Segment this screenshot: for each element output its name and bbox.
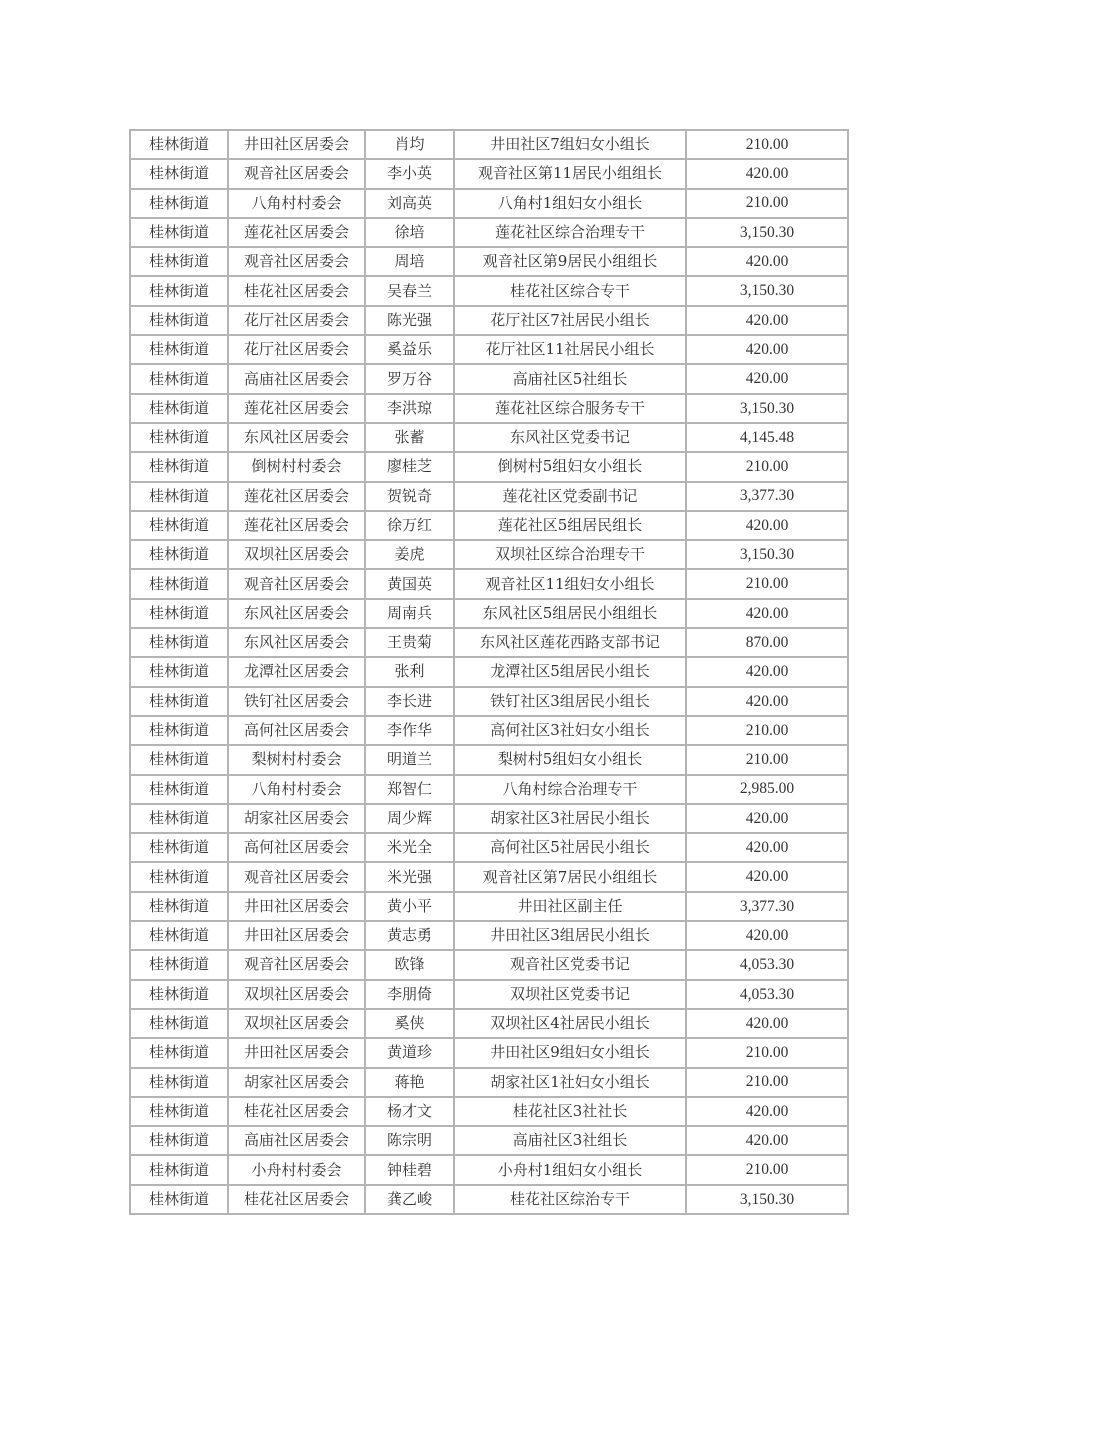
amount-cell: 420.00 — [686, 804, 848, 833]
amount-cell: 3,150.30 — [686, 1185, 848, 1214]
street-cell: 桂林街道 — [130, 833, 228, 862]
name-cell: 姜虎 — [365, 540, 454, 569]
position-cell: 高庙社区3社组长 — [454, 1126, 686, 1155]
street-cell: 桂林街道 — [130, 335, 228, 364]
name-cell: 徐万红 — [365, 511, 454, 540]
position-cell: 观音社区党委书记 — [454, 950, 686, 979]
name-cell: 陈光强 — [365, 306, 454, 335]
committee-cell: 小舟村村委会 — [228, 1155, 365, 1184]
committee-cell: 龙潭社区居委会 — [228, 657, 365, 686]
amount-cell: 3,377.30 — [686, 482, 848, 511]
position-cell: 东风社区5组居民小组组长 — [454, 599, 686, 628]
street-cell: 桂林街道 — [130, 921, 228, 950]
committee-cell: 高庙社区居委会 — [228, 364, 365, 393]
street-cell: 桂林街道 — [130, 1155, 228, 1184]
amount-cell: 210.00 — [686, 745, 848, 774]
position-cell: 井田社区副主任 — [454, 892, 686, 921]
table-row — [130, 950, 848, 979]
street-cell: 桂林街道 — [130, 1185, 228, 1214]
committee-cell: 双坝社区居委会 — [228, 980, 365, 1009]
amount-cell: 420.00 — [686, 921, 848, 950]
street-cell: 桂林街道 — [130, 247, 228, 276]
name-cell: 王贵菊 — [365, 628, 454, 657]
position-cell: 花厅社区11社居民小组长 — [454, 335, 686, 364]
position-cell: 倒树村5组妇女小组长 — [454, 452, 686, 481]
name-cell: 郑智仁 — [365, 775, 454, 804]
position-cell: 八角村综合治理专干 — [454, 775, 686, 804]
committee-cell: 东风社区居委会 — [228, 628, 365, 657]
street-cell: 桂林街道 — [130, 452, 228, 481]
table-row — [130, 628, 848, 657]
amount-cell: 210.00 — [686, 1155, 848, 1184]
street-cell: 桂林街道 — [130, 657, 228, 686]
name-cell: 肖均 — [365, 130, 454, 159]
street-cell: 桂林街道 — [130, 716, 228, 745]
committee-cell: 八角村村委会 — [228, 775, 365, 804]
table-row — [130, 569, 848, 598]
position-cell: 东风社区党委书记 — [454, 423, 686, 452]
amount-cell: 420.00 — [686, 364, 848, 393]
committee-cell: 井田社区居委会 — [228, 921, 365, 950]
amount-cell: 420.00 — [686, 1097, 848, 1126]
committee-cell: 莲花社区居委会 — [228, 511, 365, 540]
table-row — [130, 716, 848, 745]
position-cell: 八角村1组妇女小组长 — [454, 189, 686, 218]
street-cell: 桂林街道 — [130, 1097, 228, 1126]
street-cell: 桂林街道 — [130, 804, 228, 833]
table-row — [130, 1126, 848, 1155]
name-cell: 明道兰 — [365, 745, 454, 774]
amount-cell: 420.00 — [686, 159, 848, 188]
committee-cell: 倒树村村委会 — [228, 452, 365, 481]
committee-cell: 双坝社区居委会 — [228, 540, 365, 569]
name-cell: 龚乙峻 — [365, 1185, 454, 1214]
street-cell: 桂林街道 — [130, 540, 228, 569]
table-body — [130, 130, 848, 1214]
table-row — [130, 657, 848, 686]
street-cell: 桂林街道 — [130, 980, 228, 1009]
position-cell: 胡家社区1社妇女小组长 — [454, 1068, 686, 1097]
table-row — [130, 452, 848, 481]
committee-cell: 高庙社区居委会 — [228, 1126, 365, 1155]
committee-cell: 桂花社区居委会 — [228, 1097, 365, 1126]
street-cell: 桂林街道 — [130, 687, 228, 716]
position-cell: 井田社区3组居民小组长 — [454, 921, 686, 950]
amount-cell: 870.00 — [686, 628, 848, 657]
position-cell: 莲花社区5组居民组长 — [454, 511, 686, 540]
name-cell: 李长进 — [365, 687, 454, 716]
table-row — [130, 218, 848, 247]
street-cell: 桂林街道 — [130, 159, 228, 188]
amount-cell: 210.00 — [686, 1038, 848, 1067]
table-row — [130, 1155, 848, 1184]
position-cell: 花厅社区7社居民小组长 — [454, 306, 686, 335]
table-row — [130, 862, 848, 891]
amount-cell: 2,985.00 — [686, 775, 848, 804]
name-cell: 钟桂碧 — [365, 1155, 454, 1184]
table-row — [130, 1068, 848, 1097]
table-row — [130, 482, 848, 511]
position-cell: 双坝社区综合治理专干 — [454, 540, 686, 569]
amount-cell: 420.00 — [686, 657, 848, 686]
name-cell: 周南兵 — [365, 599, 454, 628]
name-cell: 周培 — [365, 247, 454, 276]
position-cell: 桂花社区综治专干 — [454, 1185, 686, 1214]
committee-cell: 东风社区居委会 — [228, 599, 365, 628]
name-cell: 奚侠 — [365, 1009, 454, 1038]
committee-cell: 胡家社区居委会 — [228, 1068, 365, 1097]
name-cell: 黄国英 — [365, 569, 454, 598]
amount-cell: 420.00 — [686, 833, 848, 862]
street-cell: 桂林街道 — [130, 1068, 228, 1097]
street-cell: 桂林街道 — [130, 1038, 228, 1067]
position-cell: 观音社区第9居民小组组长 — [454, 247, 686, 276]
name-cell: 米光强 — [365, 862, 454, 891]
table-row — [130, 130, 848, 159]
table-row — [130, 687, 848, 716]
name-cell: 李洪琼 — [365, 394, 454, 423]
amount-cell: 420.00 — [686, 599, 848, 628]
position-cell: 莲花社区综合服务专干 — [454, 394, 686, 423]
street-cell: 桂林街道 — [130, 423, 228, 452]
table-row — [130, 394, 848, 423]
street-cell: 桂林街道 — [130, 306, 228, 335]
position-cell: 莲花社区党委副书记 — [454, 482, 686, 511]
committee-cell: 井田社区居委会 — [228, 1038, 365, 1067]
committee-cell: 花厅社区居委会 — [228, 335, 365, 364]
street-cell: 桂林街道 — [130, 745, 228, 774]
amount-cell: 210.00 — [686, 130, 848, 159]
position-cell: 高庙社区5社组长 — [454, 364, 686, 393]
amount-cell: 420.00 — [686, 862, 848, 891]
amount-cell: 420.00 — [686, 247, 848, 276]
position-cell: 铁钉社区3组居民小组长 — [454, 687, 686, 716]
table-row — [130, 1097, 848, 1126]
name-cell: 吴春兰 — [365, 276, 454, 305]
position-cell: 观音社区第11居民小组组长 — [454, 159, 686, 188]
amount-cell: 3,150.30 — [686, 394, 848, 423]
name-cell: 罗万谷 — [365, 364, 454, 393]
street-cell: 桂林街道 — [130, 569, 228, 598]
amount-cell: 3,377.30 — [686, 892, 848, 921]
amount-cell: 210.00 — [686, 716, 848, 745]
amount-cell: 420.00 — [686, 306, 848, 335]
position-cell: 桂花社区综合专干 — [454, 276, 686, 305]
table-row — [130, 599, 848, 628]
name-cell: 蒋艳 — [365, 1068, 454, 1097]
committee-cell: 观音社区居委会 — [228, 862, 365, 891]
street-cell: 桂林街道 — [130, 511, 228, 540]
position-cell: 双坝社区4社居民小组长 — [454, 1009, 686, 1038]
amount-cell: 4,145.48 — [686, 423, 848, 452]
street-cell: 桂林街道 — [130, 628, 228, 657]
table-row — [130, 511, 848, 540]
street-cell: 桂林街道 — [130, 364, 228, 393]
table-row — [130, 1185, 848, 1214]
name-cell: 李小英 — [365, 159, 454, 188]
name-cell: 黄小平 — [365, 892, 454, 921]
table-row — [130, 306, 848, 335]
amount-cell: 4,053.30 — [686, 980, 848, 1009]
name-cell: 陈宗明 — [365, 1126, 454, 1155]
amount-cell: 420.00 — [686, 1126, 848, 1155]
table-row — [130, 1038, 848, 1067]
table-row — [130, 159, 848, 188]
street-cell: 桂林街道 — [130, 1126, 228, 1155]
position-cell: 观音社区11组妇女小组长 — [454, 569, 686, 598]
name-cell: 刘高英 — [365, 189, 454, 218]
street-cell: 桂林街道 — [130, 189, 228, 218]
table-row — [130, 189, 848, 218]
position-cell: 龙潭社区5组居民小组长 — [454, 657, 686, 686]
street-cell: 桂林街道 — [130, 394, 228, 423]
committee-cell: 东风社区居委会 — [228, 423, 365, 452]
committee-cell: 桂花社区居委会 — [228, 1185, 365, 1214]
amount-cell: 420.00 — [686, 1009, 848, 1038]
committee-cell: 观音社区居委会 — [228, 159, 365, 188]
amount-cell: 210.00 — [686, 452, 848, 481]
committee-cell: 观音社区居委会 — [228, 569, 365, 598]
position-cell: 高何社区5社居民小组长 — [454, 833, 686, 862]
position-cell: 莲花社区综合治理专干 — [454, 218, 686, 247]
committee-cell: 双坝社区居委会 — [228, 1009, 365, 1038]
street-cell: 桂林街道 — [130, 950, 228, 979]
position-cell: 桂花社区3社社长 — [454, 1097, 686, 1126]
table-row — [130, 1009, 848, 1038]
position-cell: 小舟村1组妇女小组长 — [454, 1155, 686, 1184]
committee-cell: 观音社区居委会 — [228, 247, 365, 276]
name-cell: 徐培 — [365, 218, 454, 247]
amount-cell: 420.00 — [686, 687, 848, 716]
amount-cell: 210.00 — [686, 1068, 848, 1097]
table-row — [130, 540, 848, 569]
name-cell: 奚益乐 — [365, 335, 454, 364]
amount-cell: 210.00 — [686, 569, 848, 598]
street-cell: 桂林街道 — [130, 599, 228, 628]
committee-cell: 高何社区居委会 — [228, 833, 365, 862]
subsidy-table — [129, 129, 849, 1215]
committee-cell: 桂花社区居委会 — [228, 276, 365, 305]
name-cell: 杨才文 — [365, 1097, 454, 1126]
committee-cell: 井田社区居委会 — [228, 130, 365, 159]
table-row — [130, 745, 848, 774]
position-cell: 井田社区9组妇女小组长 — [454, 1038, 686, 1067]
committee-cell: 莲花社区居委会 — [228, 482, 365, 511]
amount-cell: 420.00 — [686, 335, 848, 364]
committee-cell: 八角村村委会 — [228, 189, 365, 218]
committee-cell: 莲花社区居委会 — [228, 394, 365, 423]
table-row — [130, 364, 848, 393]
position-cell: 井田社区7组妇女小组长 — [454, 130, 686, 159]
street-cell: 桂林街道 — [130, 775, 228, 804]
table-row — [130, 921, 848, 950]
name-cell: 廖桂芝 — [365, 452, 454, 481]
table-row — [130, 980, 848, 1009]
amount-cell: 210.00 — [686, 189, 848, 218]
name-cell: 欧锋 — [365, 950, 454, 979]
table-row — [130, 775, 848, 804]
table-row — [130, 247, 848, 276]
table-row — [130, 804, 848, 833]
committee-cell: 胡家社区居委会 — [228, 804, 365, 833]
position-cell: 双坝社区党委书记 — [454, 980, 686, 1009]
amount-cell: 3,150.30 — [686, 218, 848, 247]
name-cell: 米光全 — [365, 833, 454, 862]
table-row — [130, 423, 848, 452]
table-row — [130, 892, 848, 921]
committee-cell: 莲花社区居委会 — [228, 218, 365, 247]
amount-cell: 420.00 — [686, 511, 848, 540]
name-cell: 黄道珍 — [365, 1038, 454, 1067]
amount-cell: 3,150.30 — [686, 276, 848, 305]
amount-cell: 4,053.30 — [686, 950, 848, 979]
committee-cell: 高何社区居委会 — [228, 716, 365, 745]
street-cell: 桂林街道 — [130, 862, 228, 891]
street-cell: 桂林街道 — [130, 482, 228, 511]
position-cell: 高何社区3社妇女小组长 — [454, 716, 686, 745]
street-cell: 桂林街道 — [130, 892, 228, 921]
name-cell: 张蓄 — [365, 423, 454, 452]
position-cell: 胡家社区3社居民小组长 — [454, 804, 686, 833]
committee-cell: 铁钉社区居委会 — [228, 687, 365, 716]
name-cell: 周少辉 — [365, 804, 454, 833]
name-cell: 李作华 — [365, 716, 454, 745]
street-cell: 桂林街道 — [130, 130, 228, 159]
committee-cell: 井田社区居委会 — [228, 892, 365, 921]
committee-cell: 观音社区居委会 — [228, 950, 365, 979]
committee-cell: 花厅社区居委会 — [228, 306, 365, 335]
name-cell: 张利 — [365, 657, 454, 686]
committee-cell: 梨树村村委会 — [228, 745, 365, 774]
table-row — [130, 276, 848, 305]
name-cell: 贺锐奇 — [365, 482, 454, 511]
position-cell: 梨树村5组妇女小组长 — [454, 745, 686, 774]
table-row — [130, 833, 848, 862]
position-cell: 观音社区第7居民小组组长 — [454, 862, 686, 891]
name-cell: 黄志勇 — [365, 921, 454, 950]
table-row — [130, 335, 848, 364]
street-cell: 桂林街道 — [130, 218, 228, 247]
street-cell: 桂林街道 — [130, 1009, 228, 1038]
name-cell: 李朋倚 — [365, 980, 454, 1009]
position-cell: 东风社区莲花西路支部书记 — [454, 628, 686, 657]
amount-cell: 3,150.30 — [686, 540, 848, 569]
street-cell: 桂林街道 — [130, 276, 228, 305]
